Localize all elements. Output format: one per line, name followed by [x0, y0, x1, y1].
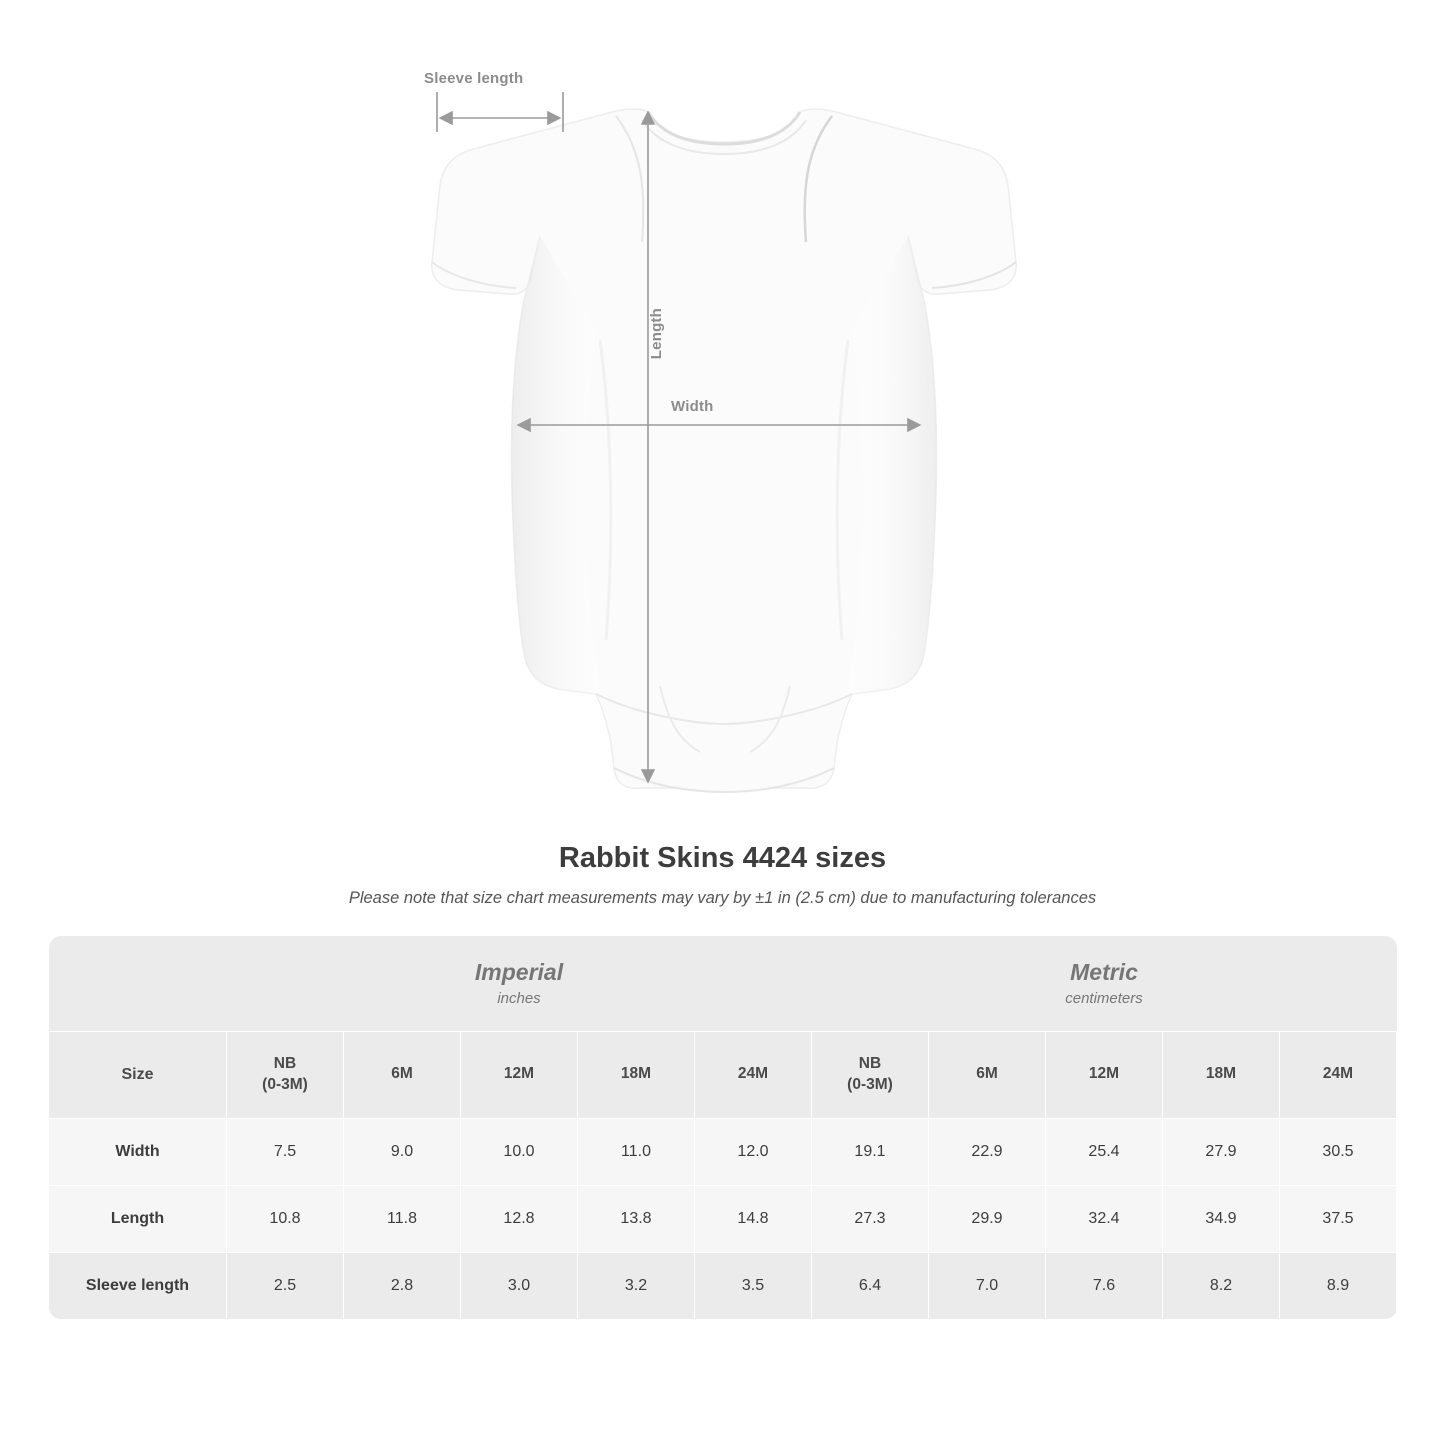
- header-size-6m-metric: 6M: [929, 1031, 1046, 1118]
- header-size-nb-imperial: [227, 1031, 344, 1118]
- unit-metric-sub: centimeters: [1065, 989, 1143, 1007]
- cell-width-24m-in: 12.0: [695, 1118, 812, 1185]
- unit-imperial-sub: inches: [497, 989, 541, 1007]
- cell-length-12m-in: 12.8: [461, 1185, 578, 1252]
- cell-sleeve-6m-cm: 7.0: [929, 1252, 1046, 1319]
- row-label-width: Width: [49, 1118, 227, 1185]
- cell-length-6m-in: 11.8: [344, 1185, 461, 1252]
- header-size-24m-metric: 24M: [1280, 1031, 1397, 1118]
- header-size-12m-imperial: 12M: [461, 1031, 578, 1118]
- unit-imperial-cell: [227, 936, 812, 1031]
- cell-sleeve-18m-in: 3.2: [578, 1252, 695, 1319]
- cell-width-nb-cm: 19.1: [812, 1118, 929, 1185]
- title-block: [0, 842, 1445, 908]
- header-size-18m-metric: 18M: [1163, 1031, 1280, 1118]
- page-title: Rabbit Skins 4424 sizes: [558, 842, 887, 874]
- cell-sleeve-6m-in: 2.8: [344, 1252, 461, 1319]
- row-label-length: Length: [49, 1185, 227, 1252]
- header-size: Size: [49, 1031, 227, 1118]
- header-size-18m-imperial: 18M: [578, 1031, 695, 1118]
- unit-metric-name: Metric: [1070, 959, 1138, 985]
- size-header-row: [49, 1031, 1397, 1118]
- cell-length-24m-cm: 37.5: [1280, 1185, 1397, 1252]
- cell-width-24m-cm: 30.5: [1280, 1118, 1397, 1185]
- row-label-sleeve-length: Sleeve length: [49, 1252, 227, 1319]
- table-row: [49, 1252, 1397, 1319]
- cell-length-12m-cm: 32.4: [1046, 1185, 1163, 1252]
- cell-sleeve-12m-in: 3.0: [461, 1252, 578, 1319]
- cell-width-6m-cm: 22.9: [929, 1118, 1046, 1185]
- cell-length-18m-in: 13.8: [578, 1185, 695, 1252]
- unit-system-row: [49, 936, 1397, 1031]
- unit-imperial-name: Imperial: [474, 959, 564, 985]
- cell-width-18m-in: 11.0: [578, 1118, 695, 1185]
- cell-sleeve-12m-cm: 7.6: [1046, 1252, 1163, 1319]
- size-chart-table: [48, 936, 1397, 1320]
- width-label: Width: [671, 398, 714, 415]
- cell-sleeve-18m-cm: 8.2: [1163, 1252, 1280, 1319]
- cell-sleeve-24m-cm: 8.9: [1280, 1252, 1397, 1319]
- cell-sleeve-nb-in: 2.5: [227, 1252, 344, 1319]
- unit-metric-cell: [812, 936, 1397, 1031]
- cell-width-6m-in: 9.0: [344, 1118, 461, 1185]
- cell-length-6m-cm: 29.9: [929, 1185, 1046, 1252]
- cell-width-nb-in: 7.5: [227, 1118, 344, 1185]
- cell-sleeve-24m-in: 3.5: [695, 1252, 812, 1319]
- cell-length-nb-cm: 27.3: [812, 1185, 929, 1252]
- header-line1: NB: [273, 1054, 297, 1072]
- header-line2: (0-3M): [847, 1075, 893, 1093]
- sleeve-length-label: Sleeve length: [424, 70, 524, 87]
- unit-spacer-cell: [49, 936, 227, 1031]
- header-size-nb-metric: [812, 1031, 929, 1118]
- cell-width-12m-cm: 25.4: [1046, 1118, 1163, 1185]
- header-line2: (0-3M): [262, 1075, 308, 1093]
- onesie-body: [432, 109, 1017, 792]
- cell-width-18m-cm: 27.9: [1163, 1118, 1280, 1185]
- cell-length-nb-in: 10.8: [227, 1185, 344, 1252]
- header-size-12m-metric: 12M: [1046, 1031, 1163, 1118]
- table-row: [49, 1185, 1397, 1252]
- tolerance-note: Please note that size chart measurements may vary by ±1 in (2.5 cm) due to manufacturing tolerances: [348, 889, 1097, 907]
- cell-sleeve-nb-cm: 6.4: [812, 1252, 929, 1319]
- size-chart-table-wrapper: [48, 936, 1397, 1320]
- table-row: [49, 1118, 1397, 1185]
- length-label: Length: [648, 308, 665, 360]
- cell-width-12m-in: 10.0: [461, 1118, 578, 1185]
- header-size-24m-imperial: 24M: [695, 1031, 812, 1118]
- cell-length-18m-cm: 34.9: [1163, 1185, 1280, 1252]
- header-size-6m-imperial: 6M: [344, 1031, 461, 1118]
- header-line1: NB: [858, 1054, 882, 1072]
- cell-length-24m-in: 14.8: [695, 1185, 812, 1252]
